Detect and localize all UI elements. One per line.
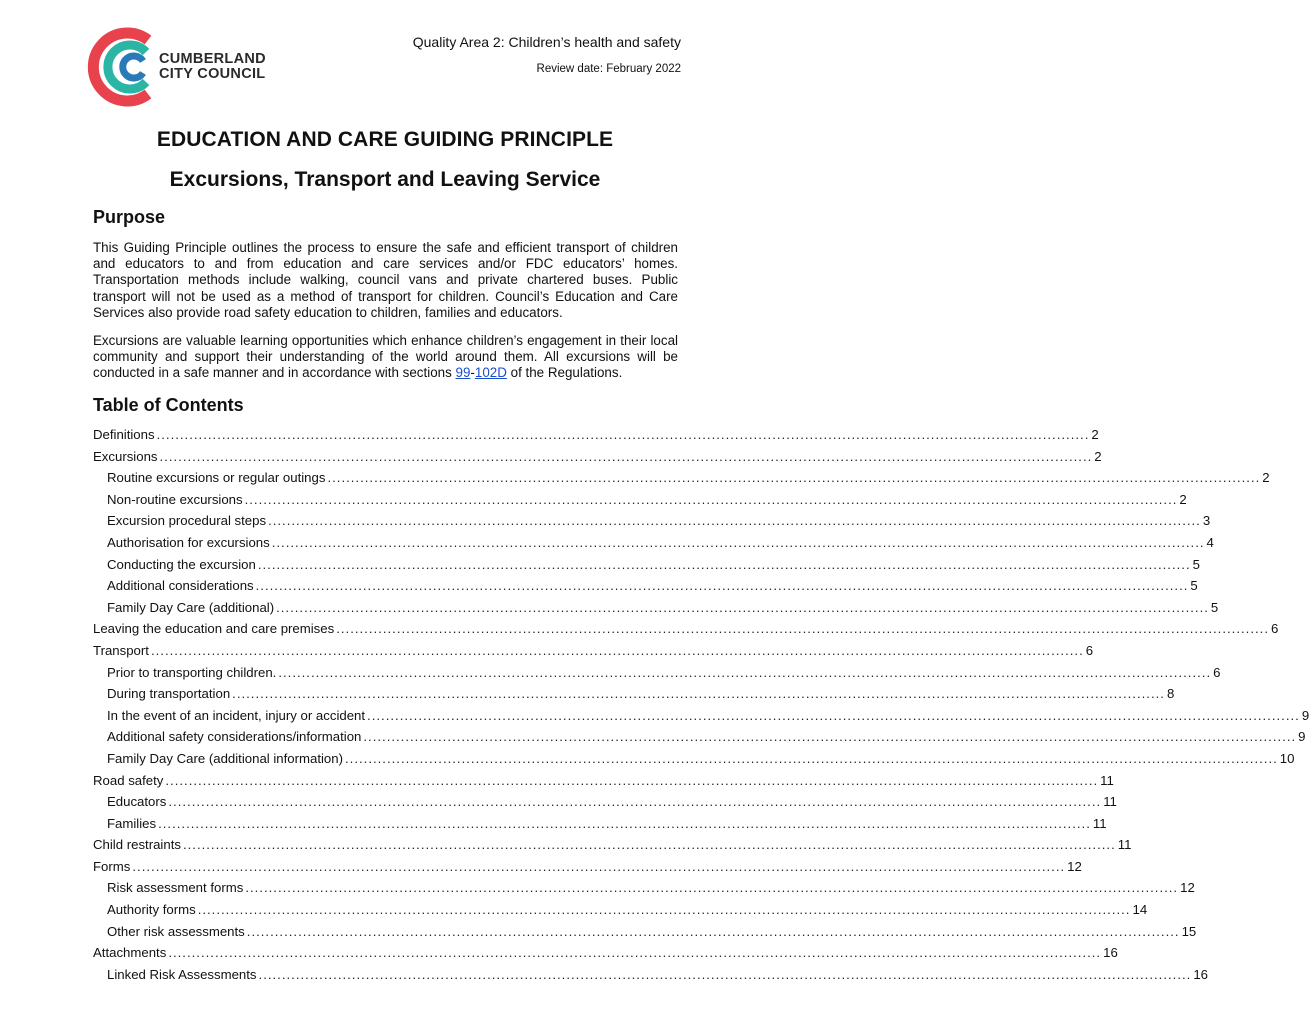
toc-entry[interactable] (93, 966, 1208, 989)
toc-entry[interactable] (93, 686, 1175, 708)
toc-entry[interactable] (93, 837, 1132, 859)
toc-leader-dots: ........................................................................................................................................................................................................ (232, 686, 1165, 702)
toc-leader-dots: ........................................................................................................................................................................................................ (158, 815, 1091, 831)
toc-entry[interactable] (93, 750, 1295, 773)
toc-entry-label: Forms (93, 858, 131, 874)
toc-entry-page: 11 (1100, 772, 1114, 788)
toc-entry-page: 5 (1210, 599, 1219, 615)
toc-entry-label: Additional considerations (107, 578, 254, 594)
toc-leader-dots: ........................................................................................................................................................................................................ (255, 578, 1189, 594)
purpose-paragraph-2-text: Excursions are valuable learning opportunities which enhance children’s engagement in their local community and support their understanding of the world around them. All excursions will be conducted in a safe manner and in accordance with sections (93, 333, 678, 381)
toc-entry[interactable] (93, 794, 1117, 816)
toc-entry-page: 12 (1067, 858, 1082, 874)
document-header (413, 33, 681, 75)
toc-entry-label: Authority forms (107, 902, 196, 918)
toc-entry[interactable] (93, 427, 1099, 449)
toc-entry-label: Prior to transporting children. (107, 664, 277, 680)
toc-entry-page: 6 (1085, 642, 1094, 658)
toc-entry[interactable] (93, 664, 1221, 687)
toc-entry-page: 14 (1132, 902, 1148, 918)
toc-entry-page: 5 (1192, 556, 1200, 572)
toc-entry[interactable] (93, 923, 1197, 946)
toc-leader-dots: ........................................................................................................................................................................................................ (245, 880, 1179, 896)
toc-entry-page: 2 (1094, 448, 1102, 464)
toc-entry-label: Authorisation for excursions (107, 534, 270, 550)
toc-entry-page: 2 (1179, 491, 1187, 507)
toc-leader-dots: ........................................................................................................................................................................................................ (257, 556, 1191, 572)
toc-leader-dots: ........................................................................................................................................................................................................ (246, 923, 1180, 939)
council-name (159, 52, 266, 82)
toc-entry-page: 6 (1213, 664, 1221, 680)
toc-entry-label: During transportation (107, 686, 231, 702)
toc-leader-dots: ........................................................................................................................................................................................................ (168, 794, 1102, 810)
toc-entry[interactable] (93, 902, 1148, 924)
toc-leader-dots: ........................................................................................................................................................................................................ (276, 599, 1209, 615)
toc-entry-label: Family Day Care (additional information) (107, 750, 343, 766)
toc-entry[interactable] (93, 513, 1211, 535)
toc-leader-dots: ........................................................................................................................................................................................................ (258, 966, 1192, 982)
council-name-line1: CUMBERLAND (159, 51, 266, 67)
toc-entry[interactable] (93, 707, 1309, 730)
purpose-heading: Purpose (93, 207, 166, 227)
toc-entry-label: Excursion procedural steps (107, 513, 267, 529)
toc-entry-page: 5 (1190, 578, 1198, 594)
toc-leader-dots: ........................................................................................................................................................................................................ (271, 534, 1205, 550)
quality-area: Quality Area 2: Children’s health and safety (412, 34, 681, 50)
toc-entry-label: Additional safety considerations/information (107, 729, 362, 745)
toc-entry[interactable] (93, 599, 1219, 622)
toc-entry-label: Excursions (93, 448, 158, 464)
toc-entry-page: 6 (1271, 621, 1279, 637)
toc-leader-dots: ........................................................................................................................................................................................................ (244, 491, 1178, 507)
toc-entry-label: Non-routine excursions (107, 491, 243, 507)
toc-entry-label: Road safety (93, 772, 164, 788)
toc-leader-dots: ........................................................................................................................................................................................................ (132, 858, 1066, 874)
council-name-line2: CITY COUNCIL (159, 66, 266, 82)
toc-leader-dots: ........................................................................................................................................................................................................ (159, 448, 1093, 464)
toc-entry[interactable] (93, 470, 1270, 492)
toc-entry[interactable] (93, 858, 1082, 881)
toc-entry-label: Family Day Care (additional) (107, 599, 275, 615)
toc-entry[interactable] (93, 815, 1107, 838)
toc-entry-label: Other risk assessments (107, 923, 245, 939)
toc-leader-dots: ........................................................................................................................................................................................................ (156, 427, 1090, 442)
toc-entry-label: Routine excursions or regular outings (107, 470, 326, 486)
toc-entry-page: 9 (1301, 707, 1309, 723)
purpose-paragraph-2-end: of the Regulations. (506, 365, 623, 381)
toc-leader-dots: ........................................................................................................................................................................................................ (278, 664, 1212, 680)
toc-heading: Table of Contents (93, 395, 244, 415)
toc-entry[interactable] (93, 534, 1214, 557)
toc-leader-dots: ........................................................................................................................................................................................................ (345, 750, 1278, 766)
document-title: EDUCATION AND CARE GUIDING PRINCIPLE (156, 128, 614, 151)
toc-entry-label: Attachments (93, 945, 167, 961)
toc-entry[interactable] (93, 621, 1279, 643)
toc-entry-page: 10 (1279, 750, 1295, 766)
toc-entry[interactable] (93, 642, 1094, 665)
toc-leader-dots: ........................................................................................................................................................................................................ (165, 772, 1099, 788)
link-dash: - (470, 365, 475, 381)
table-of-contents (93, 427, 1309, 988)
toc-leader-dots: ........................................................................................................................................................................................................ (197, 902, 1131, 918)
toc-leader-dots: ........................................................................................................................................................................................................ (327, 470, 1261, 486)
council-logo-icon (88, 28, 168, 106)
purpose-paragraph-1: This Guiding Principle outlines the process to ensure the safe and efficient transport of children and educators to and from education and care services and/or FDC educators’ homes. Transportation methods include walking, council vans and private chartered buses. Public transport will not be used as a method of transport for children. Council’s Education and Care Services also provide road safety education to children, families and educators. (93, 240, 678, 320)
toc-entry-page: 2 (1091, 427, 1099, 442)
toc-entry-page: 8 (1166, 686, 1175, 702)
toc-leader-dots: ........................................................................................................................................................................................................ (336, 621, 1269, 637)
toc-entry-page: 11 (1117, 837, 1132, 853)
toc-entry-page: 9 (1298, 729, 1306, 745)
toc-entry-page: 16 (1193, 966, 1208, 982)
toc-entry-page: 11 (1103, 794, 1117, 810)
toc-entry[interactable] (93, 578, 1198, 600)
toc-entry-page: 15 (1181, 923, 1197, 939)
document-subtitle: Excursions, Transport and Leaving Service (169, 168, 601, 191)
toc-entry[interactable] (93, 729, 1306, 751)
toc-entry-page: 12 (1180, 880, 1195, 896)
toc-leader-dots: ........................................................................................................................................................................................................ (168, 945, 1102, 961)
section-102d-link[interactable]: 102D (474, 365, 507, 381)
toc-entry-label: Risk assessment forms (107, 880, 244, 896)
toc-entry[interactable] (93, 491, 1187, 514)
toc-entry-label: Conducting the excursion (107, 556, 256, 572)
toc-entry-page: 3 (1202, 513, 1211, 529)
toc-entry-page: 4 (1206, 534, 1214, 550)
toc-entry[interactable] (93, 772, 1114, 795)
toc-leader-dots: ........................................................................................................................................................................................................ (268, 513, 1201, 529)
toc-entry-label: Child restraints (93, 837, 181, 853)
review-date: Review date: February 2022 (536, 63, 681, 75)
toc-leader-dots: ........................................................................................................................................................................................................ (182, 837, 1116, 853)
toc-entry-page: 16 (1103, 945, 1118, 961)
toc-entry-label: Families (107, 815, 157, 831)
toc-entry[interactable] (93, 880, 1195, 902)
toc-entry-label: Leaving the education and care premises (93, 621, 335, 637)
toc-entry[interactable] (93, 945, 1118, 967)
toc-entry[interactable] (93, 448, 1102, 471)
toc-entry-page: 2 (1262, 470, 1270, 486)
purpose-paragraph-2 (93, 333, 678, 382)
toc-entry-label: In the event of an incident, injury or accident (107, 707, 366, 723)
section-99-link[interactable]: 99 (455, 365, 471, 381)
toc-leader-dots: ........................................................................................................................................................................................................ (150, 642, 1084, 658)
toc-entry[interactable] (93, 556, 1200, 579)
toc-entry-label: Definitions (93, 427, 155, 442)
toc-entry-page: 11 (1092, 815, 1107, 831)
toc-leader-dots: ........................................................................................................................................................................................................ (367, 707, 1300, 723)
toc-entry-label: Educators (107, 794, 167, 810)
toc-entry-label: Transport (93, 642, 149, 658)
toc-leader-dots: ........................................................................................................................................................................................................ (363, 729, 1297, 745)
toc-entry-label: Linked Risk Assessments (107, 966, 257, 982)
